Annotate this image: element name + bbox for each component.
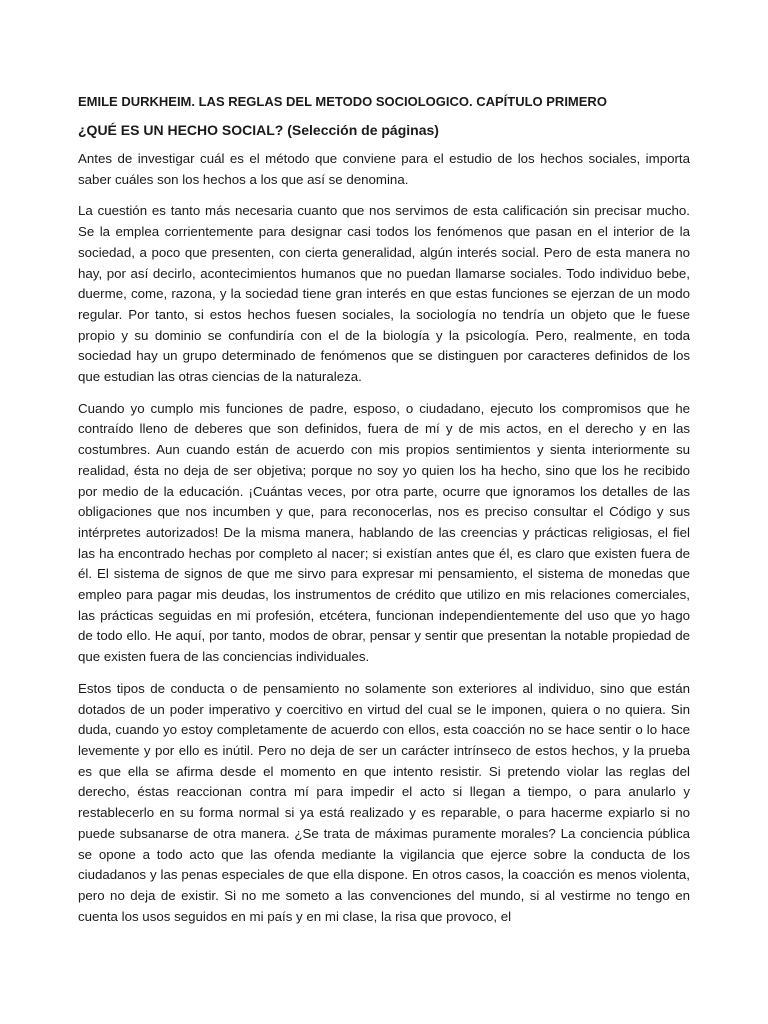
paragraph-3: Cuando yo cumplo mis funciones de padre, esposo, o ciudadano, ejecuto los compromisos que he contraído lleno de deberes que son definidos, fuera de mí y de mis actos, en el derecho y en las costumbres. Aun cuando están de acuerdo con mis propios sentimientos y sienta interiormente su realidad, ésta no deja de ser objetiva; porque no soy yo quien los ha hecho, sino que los he recibido por medio de la educación. ¡Cuántas veces, por otra parte, ocurre que ignoramos los detalles de las obligaciones que nos incumben y que, para reconocerlas, nos es preciso consultar el Código y sus intérpretes autorizados! De la misma manera, hablando de las creencias y prácticas religiosas, el fiel las ha encontrado hechas por completo al nacer; si existían antes que él, es claro que existen fuera de él. El sistema de signos de que me sirvo para expresar mi pensamiento, el sistema de monedas que empleo para pagar mis deudas, los instrumentos de crédito que utilizo en mis relaciones comerciales, las prácticas seguidas en mi profesión, etcétera, funcionan independientemente del uso que yo hago de todo ello. He aquí, por tanto, modos de obrar, pensar y sentir que presentan la notable propiedad de que existen fuera de las conciencias individuales. (78, 400, 690, 665)
paragraph-4: Estos tipos de conducta o de pensamiento no solamente son exteriores al individuo, sino que están dotados de un poder imperativo y coercitivo en virtud del cual se le imponen, quiera o no quiera. Sin duda, cuando yo estoy completamente de acuerdo con ellos, esta coacción no se hace sentir o lo hace levemente y por ello es inútil. Pero no deja de ser un carácter intrínseco de estos hechos, y la prueba es que ella se afirma desde el momento en que intento resistir. Si pretendo violar las reglas del derecho, éstas reaccionan contra mí para impedir el acto si llegan a tiempo, o para anularlo y restablecerlo en su forma normal si ya está realizado y es reparable, o para hacerme expiarlo si no puede subsanarse de otra manera. ¿Se trata de máximas puramente morales? La conciencia pública se opone a todo acto que las ofenda mediante la vigilancia que ejerce sobre la conducta de los ciudadanos y las penas especiales de que ella dispone. En otros casos, la coacción es menos violenta, pero no deja de existir. Si no me someto a las convenciones del mundo, si al vestirme no tengo en cuenta los usos seguidos en mi país y en mi clase, la risa que provoco, el (78, 680, 690, 924)
paragraph-2: La cuestión es tanto más necesaria cuanto que nos servimos de esta calificación sin precisar mucho. Se la emplea corrientemente para designar casi todos los fenómenos que pasan en el interior de la sociedad, a poco que presenten, con cierta generalidad, algún interés social. Pero de esta manera no hay, por así decirlo, acontecimientos humanos que no puedan llamarse sociales. Todo individuo bebe, duerme, come, razona, y la sociedad tiene gran interés en que estas funciones se ejerzan de un modo regular. Por tanto, si estos hechos fuesen sociales, la sociología no tendría un objeto que le fuese propio y su dominio se confundiría con el de la biología y la psicología. Pero, realmente, en toda sociedad hay un grupo determinado de fenómenos que se distinguen por caracteres definidos de los que estudian las otras ciencias de la naturaleza. (78, 203, 690, 385)
document-title: EMILE DURKHEIM. LAS REGLAS DEL METODO SOCIOLOGICO. CAPÍTULO PRIMERO (78, 94, 607, 109)
paragraph-1: Antes de investigar cuál es el método que conviene para el estudio de los hechos sociales, importa saber cuáles son los hechos a los que así se denomina. (78, 151, 690, 187)
document-page (78, 93, 690, 938)
document-subtitle: ¿QUÉ ES UN HECHO SOCIAL? (Selección de páginas) (78, 122, 439, 138)
